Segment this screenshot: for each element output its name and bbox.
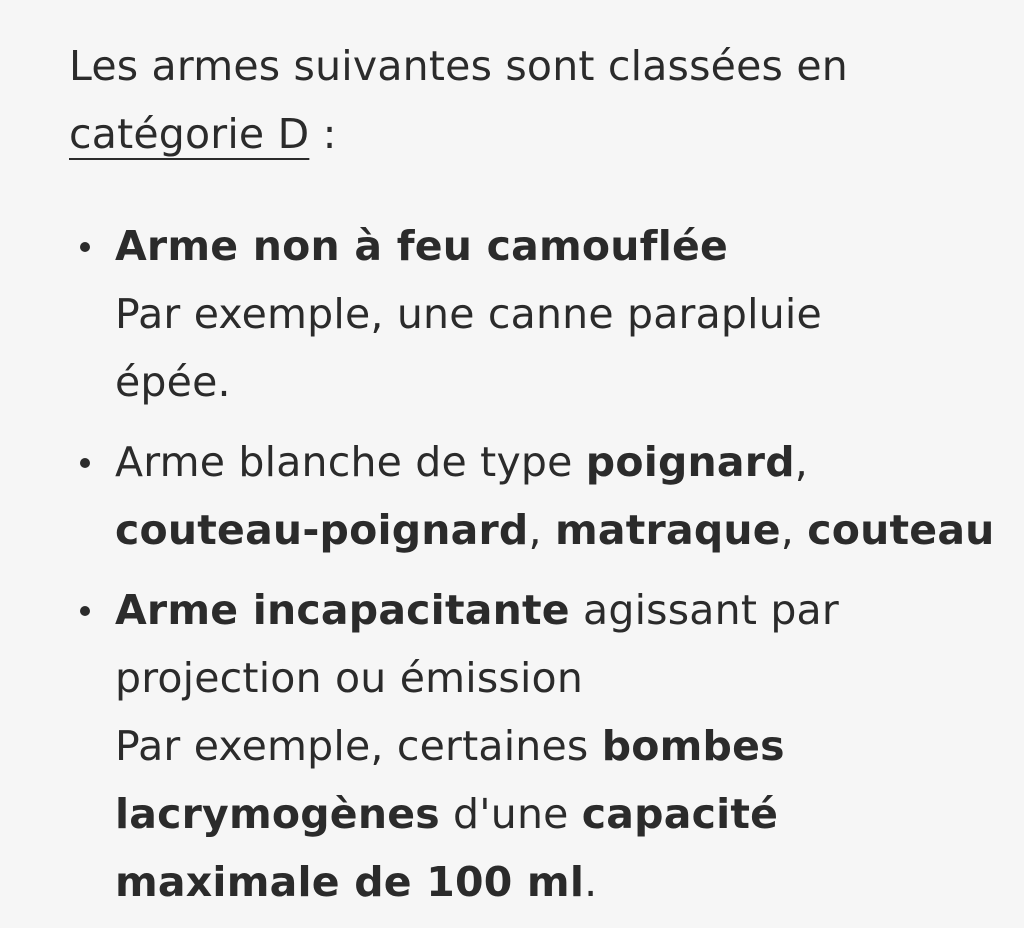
category-d-link[interactable]: catégorie D xyxy=(69,110,310,158)
intro-paragraph xyxy=(69,32,999,168)
item-line-2: projection ou émission xyxy=(115,654,584,702)
list-item xyxy=(69,212,999,416)
item-title: Arme non à feu camouflée xyxy=(115,222,728,270)
item-example-line-2: épée. xyxy=(115,358,231,406)
intro-line-2 xyxy=(69,100,999,168)
article-content xyxy=(69,32,999,928)
item-example-line-1: Par exemple, une canne parapluie xyxy=(115,290,822,338)
list-item xyxy=(69,428,999,564)
item-line-3: Par exemple, certaines bombes xyxy=(115,722,785,770)
list-item xyxy=(69,576,999,916)
item-line-5: maximale de 100 ml. xyxy=(115,858,598,906)
item-line-4: lacrymogènes d'une capacité xyxy=(115,790,779,838)
item-line-1: Arme incapacitante agissant par xyxy=(115,586,839,634)
item-line-2: couteau-poignard, matraque, couteau xyxy=(115,506,995,554)
intro-colon: : xyxy=(309,110,337,158)
weapons-list xyxy=(69,212,999,916)
item-line-1: Arme blanche de type poignard, xyxy=(115,438,808,486)
intro-line-1: Les armes suivantes sont classées en xyxy=(69,42,848,90)
